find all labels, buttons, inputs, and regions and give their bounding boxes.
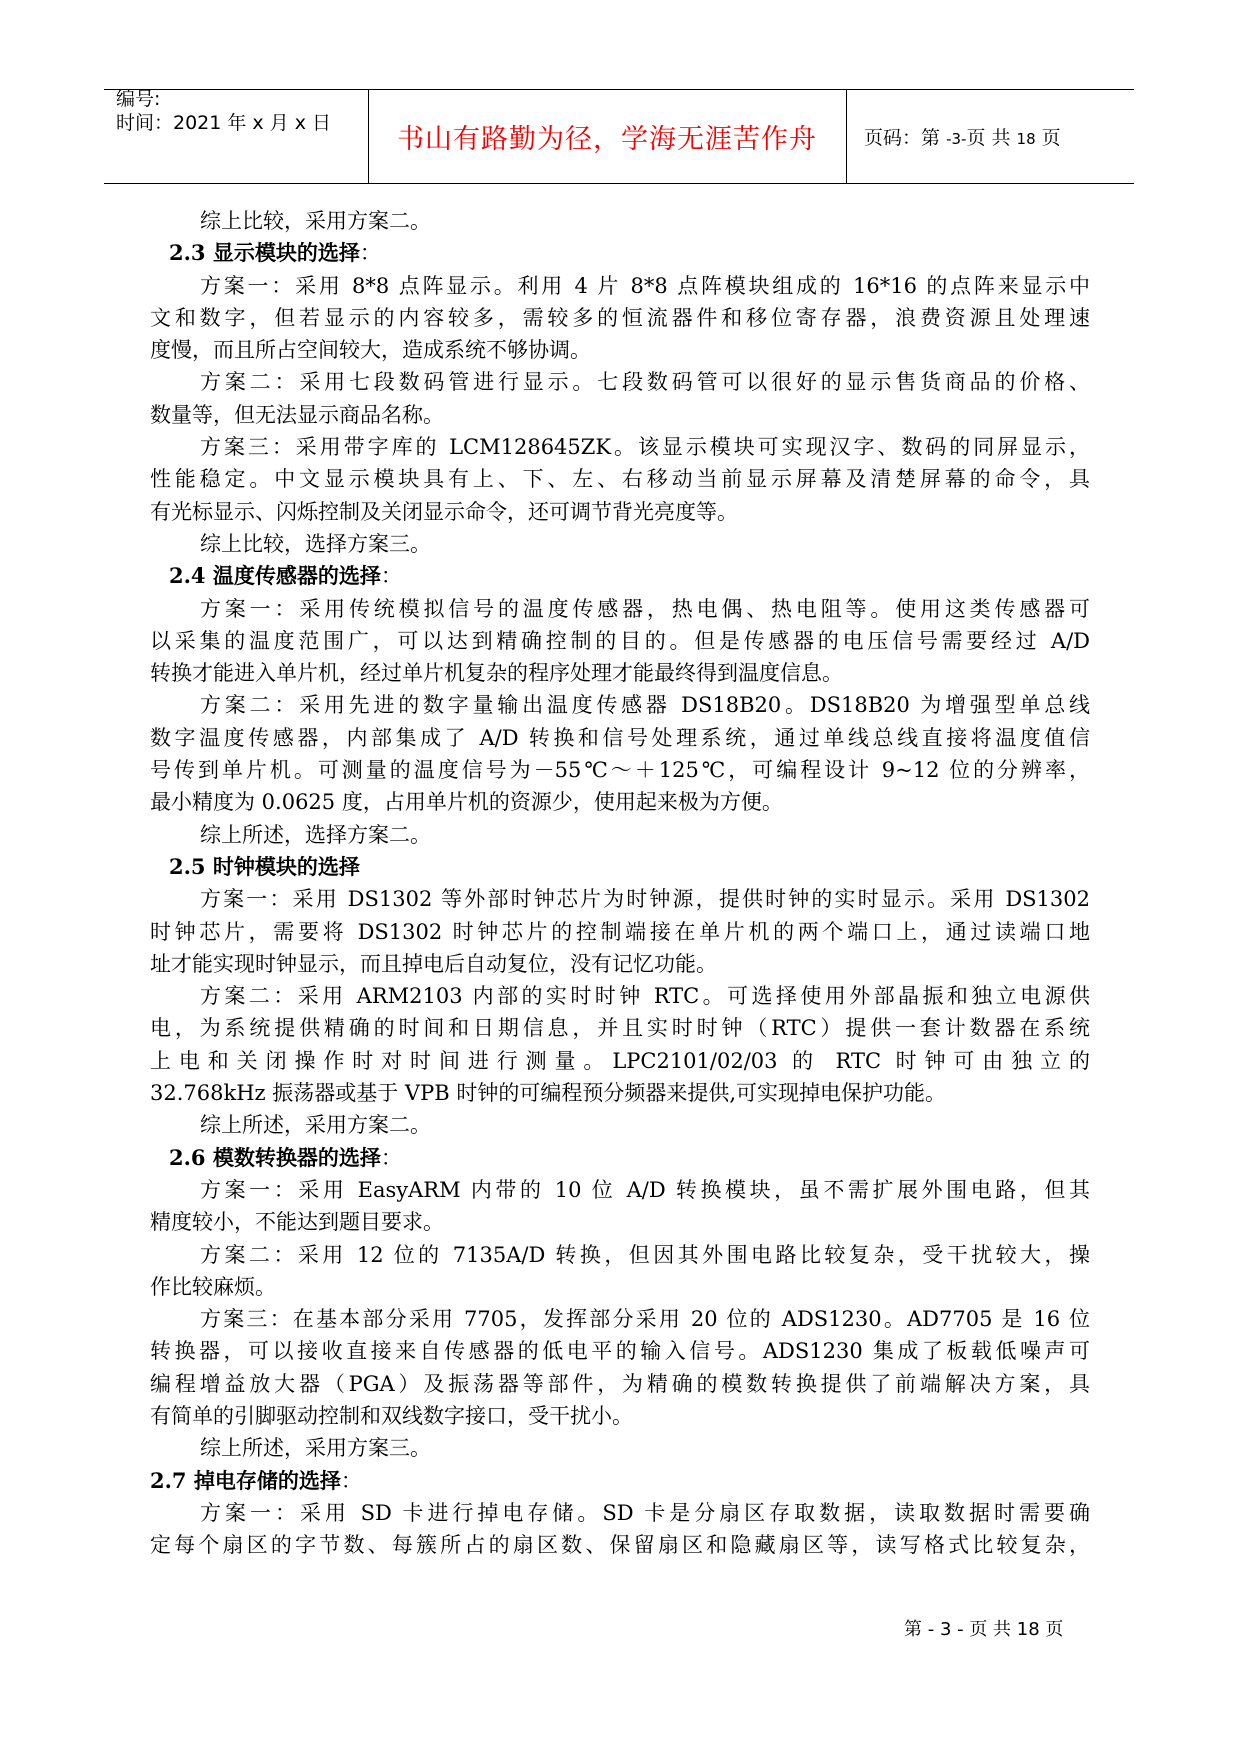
section-heading-2-7 [150, 1465, 1090, 1497]
paragraph-line: 最小精度为 0.0625 度，占用单片机的资源少，使用起来极为方便。 [150, 790, 783, 815]
section-title: 2.3 显示模块的选择 [169, 240, 360, 266]
page-code-suffix: 页 共 [966, 127, 1011, 149]
paragraph-line: 文和数字，但若显示的内容较多，需较多的恒流器件和移位寄存器，浪费资源且处理速 [150, 305, 1090, 330]
paragraph-line: 电，为系统提供精确的时间和日期信息，并且实时时钟（RTC）提供一套计数器在系统 [150, 1016, 1090, 1041]
paragraph-line: 以采集的温度范围广，可以达到精确控制的目的。但是传感器的电压信号需要经过 A/D [150, 628, 1090, 653]
section-colon: ： [380, 1145, 402, 1170]
section-heading-2-4 [150, 560, 1090, 592]
header-page-code [864, 123, 1061, 150]
page-code-prefix: 页码：第 [864, 127, 941, 149]
paragraph-line: 方案一：采用 EasyARM 内带的 10 位 A/D 转换模块，虽不需扩展外围电路，但其 [200, 1177, 1090, 1202]
section-heading-2-6 [150, 1142, 1090, 1174]
paragraph-line: 转换才能进入单片机，经过单片机复杂的程序处理才能最终得到温度信息。 [150, 661, 843, 686]
header-motto: 书山有路勤为径，学海无涯苦作舟 [397, 124, 817, 155]
paragraph-line: 方案一：采用 SD 卡进行掉电存储。SD 卡是分扇区存取数据，读取数据时需要确 [200, 1500, 1090, 1525]
paragraph-line: 方案二：采用先进的数字量输出温度传感器 DS18B20。DS18B20 为增强型单总线 [200, 693, 1090, 718]
section-heading-2-5: 2.5 时钟模块的选择 [169, 853, 360, 879]
paragraph-line: 精度较小，不能达到题目要求。 [150, 1210, 444, 1235]
page-code-current: -3- [946, 130, 967, 148]
paragraph-line: 有光标显示、闪烁控制及关闭显示命令，还可调节背光亮度等。 [150, 499, 738, 524]
document-body [150, 205, 1090, 1561]
section-title: 2.7 掉电存储的选择 [150, 1467, 341, 1493]
paragraph-line: 32.768kHz 振荡器或基于 VPB 时钟的可编程预分频器来提供,可实现掉电保护功能。 [150, 1081, 947, 1106]
paragraph-line: 定每个扇区的字节数、每簇所占的扇区数、保留扇区和隐藏扇区等，读写格式比较复杂， [150, 1533, 1090, 1558]
section-colon: ： [340, 1468, 362, 1493]
section-colon: ： [380, 564, 402, 589]
paragraph-line: 方案一：采用传统模拟信号的温度传感器，热电偶、热电阻等。使用这类传感器可 [200, 596, 1090, 621]
header-page-cell [848, 90, 1134, 183]
paragraph-line: 方案一：采用 DS1302 等外部时钟芯片为时钟源，提供时钟的实时显示。采用 DS1302 [200, 887, 1090, 912]
paragraph-line: 综上所述，采用方案二。 [200, 1113, 431, 1138]
paragraph-line: 数字温度传感器，内部集成了 A/D 转换和信号处理系统，通过单线总线直接将温度值信 [150, 725, 1090, 750]
section-title: 2.6 模数转换器的选择 [169, 1144, 381, 1170]
header-info-cell [104, 90, 369, 183]
paragraph-line: 综上比较，采用方案二。 [200, 209, 431, 233]
paragraph-line: 有简单的引脚驱动控制和双线数字接口，受干扰小。 [150, 1403, 633, 1428]
page-header [104, 89, 1134, 184]
paragraph-line: 址才能实现时钟显示，而且掉电后自动复位，没有记忆功能。 [150, 951, 717, 976]
paragraph-line: 号传到单片机。可测量的温度信号为－55℃～＋125℃，可编程设计 9~12 位的分辨率， [150, 758, 1090, 783]
header-motto-cell [368, 90, 847, 183]
paragraph-line: 转换器，可以接收直接来自传感器的低电平的输入信号。ADS1230 集成了板载低噪声可 [150, 1339, 1090, 1364]
paragraph-line: 方案二：采用 ARM2103 内部的实时时钟 RTC。可选择使用外部晶振和独立电源供 [200, 984, 1090, 1009]
paragraph-line: 时钟芯片，需要将 DS1302 时钟芯片的控制端接在单片机的两个端口上，通过读端口地 [150, 919, 1090, 944]
section-colon: ： [359, 241, 381, 266]
page-footer-number: 第 - 3 - 页 共 18 页 [904, 1619, 1064, 1640]
paragraph-line: 上电和关闭操作时对时间进行测量。LPC2101/02/03 的 RTC 时钟可由独立的 [150, 1048, 1090, 1073]
paragraph-line: 数量等，但无法显示商品名称。 [150, 402, 444, 427]
paragraph-line: 综上所述，采用方案三。 [200, 1436, 431, 1461]
paragraph-line: 方案二：采用 12 位的 7135A/D 转换，但因其外围电路比较复杂，受干扰较大，操 [200, 1242, 1090, 1267]
page-code-end: 页 [1041, 127, 1061, 149]
section-heading-2-3 [150, 237, 1090, 269]
paragraph-line: 作比较麻烦。 [150, 1274, 276, 1299]
paragraph-line: 方案三：采用带字库的 LCM128645ZK。该显示模块可实现汉字、数码的同屏显示， [200, 435, 1090, 460]
paragraph-line: 度慢，而且所占空间较大，造成系统不够协调。 [150, 338, 591, 363]
paragraph-line: 方案二：采用七段数码管进行显示。七段数码管可以很好的显示售货商品的价格、 [200, 370, 1090, 395]
paragraph-line: 综上比较，选择方案三。 [200, 531, 431, 556]
serial-label: 编号: [116, 88, 161, 110]
paragraph-line: 性能稳定。中文显示模块具有上、下、左、右移动当前显示屏幕及清楚屏幕的命令，具 [150, 467, 1090, 492]
paragraph-line: 编程增益放大器（PGA）及振荡器等部件，为精确的模数转换提供了前端解决方案，具 [150, 1371, 1090, 1396]
page-code-total: 18 [1016, 130, 1036, 148]
section-title: 2.4 温度传感器的选择 [169, 563, 381, 589]
paragraph-line: 方案三：在基本部分采用 7705，发挥部分采用 20 位的 ADS1230。AD7705 是 16 位 [200, 1307, 1090, 1332]
paragraph-line: 方案一：采用 8*8 点阵显示。利用 4 片 8*8 点阵模块组成的 16*16 的点阵来显示中 [200, 273, 1090, 298]
paragraph-line: 综上所述，选择方案二。 [200, 822, 431, 847]
time-label: 时间：2021 年 x 月 x 日 [116, 112, 332, 134]
